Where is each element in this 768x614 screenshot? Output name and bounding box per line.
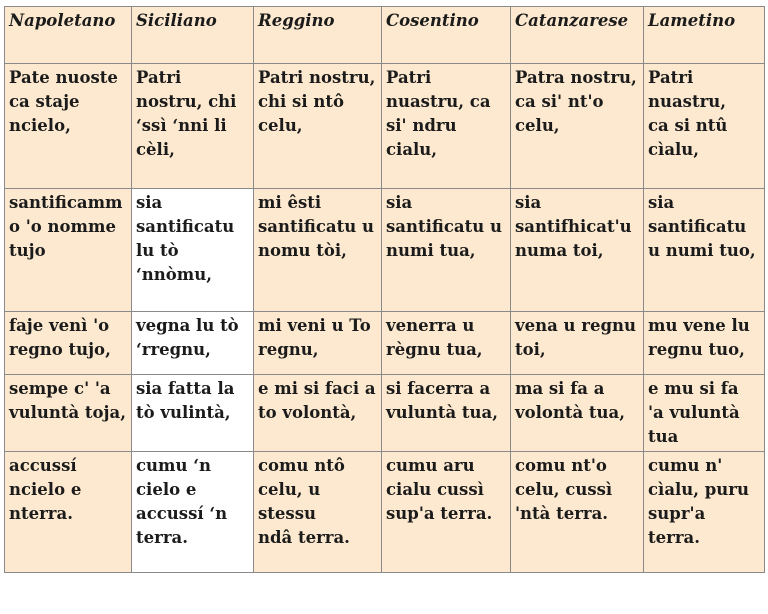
table-cell: sempe c' 'a vuluntà toja,: [5, 375, 132, 452]
header-napoletano: Napoletano: [5, 7, 132, 64]
table-cell: Pate nuoste ca staje ncielo,: [5, 64, 132, 189]
table-cell: cumu aru cialu cussì sup'a terra.: [382, 452, 511, 573]
table-cell: cumu n' cìalu, puru supr'a terra.: [644, 452, 765, 573]
table-cell: Patri nostru, chi si ntô celu,: [254, 64, 382, 189]
table-cell: Patri nuastru, ca si' ndru cialu,: [382, 64, 511, 189]
table-cell: vena u regnu toi,: [511, 312, 644, 375]
table-cell: si facerra a vuluntà tua,: [382, 375, 511, 452]
table-row: [5, 452, 765, 573]
header-reggino: Reggino: [254, 7, 382, 64]
table-cell: e mu si fa 'a vuluntà tua: [644, 375, 765, 452]
table-cell: sia santifhicat'u numa toi,: [511, 189, 644, 312]
table-cell: Patri nuastru, ca si ntû cìalu,: [644, 64, 765, 189]
table-cell: ma si fa a volontà tua,: [511, 375, 644, 452]
header-lametino: Lametino: [644, 7, 765, 64]
table-row: [5, 312, 765, 375]
table-row: [5, 64, 765, 189]
table-cell: sia santificatu u numi tua,: [382, 189, 511, 312]
header-siciliano: Siciliano: [132, 7, 254, 64]
table-cell: Patra nostru, ca si' nt'o celu,: [511, 64, 644, 189]
table-cell: accussí ncielo e nterra.: [5, 452, 132, 573]
table-cell: sia fatta la tò vulintà,: [132, 375, 254, 452]
table-cell: santificamm o 'o nomme tujo: [5, 189, 132, 312]
header-row: [5, 7, 765, 64]
header-cosentino: Cosentino: [382, 7, 511, 64]
table-cell: faje venì 'o regno tujo,: [5, 312, 132, 375]
table-row: [5, 189, 765, 312]
table-cell: mu vene lu regnu tuo,: [644, 312, 765, 375]
table-cell: e mi si faci a to volontà,: [254, 375, 382, 452]
table-cell: Patri nostru, chi ‘ssì ‘nni li cèli,: [132, 64, 254, 189]
table-cell: comu nt'o celu, cussì 'ntà terra.: [511, 452, 644, 573]
table-cell: sia santificatu u numi tuo,: [644, 189, 765, 312]
table-cell: mi veni u To regnu,: [254, 312, 382, 375]
table-cell: mi êsti santificatu u nomu tòi,: [254, 189, 382, 312]
table-cell: cumu ‘n cielo e accussí ‘n terra.: [132, 452, 254, 573]
dialect-comparison-table: [4, 6, 765, 573]
table-cell: venerra u règnu tua,: [382, 312, 511, 375]
header-catanzarese: Catanzarese: [511, 7, 644, 64]
table-cell: vegna lu tò ‘rregnu,: [132, 312, 254, 375]
table-cell: comu ntô celu, u stessu ndâ terra.: [254, 452, 382, 573]
table-cell: sia santificatu lu tò ‘nnòmu,: [132, 189, 254, 312]
table-row: [5, 375, 765, 452]
